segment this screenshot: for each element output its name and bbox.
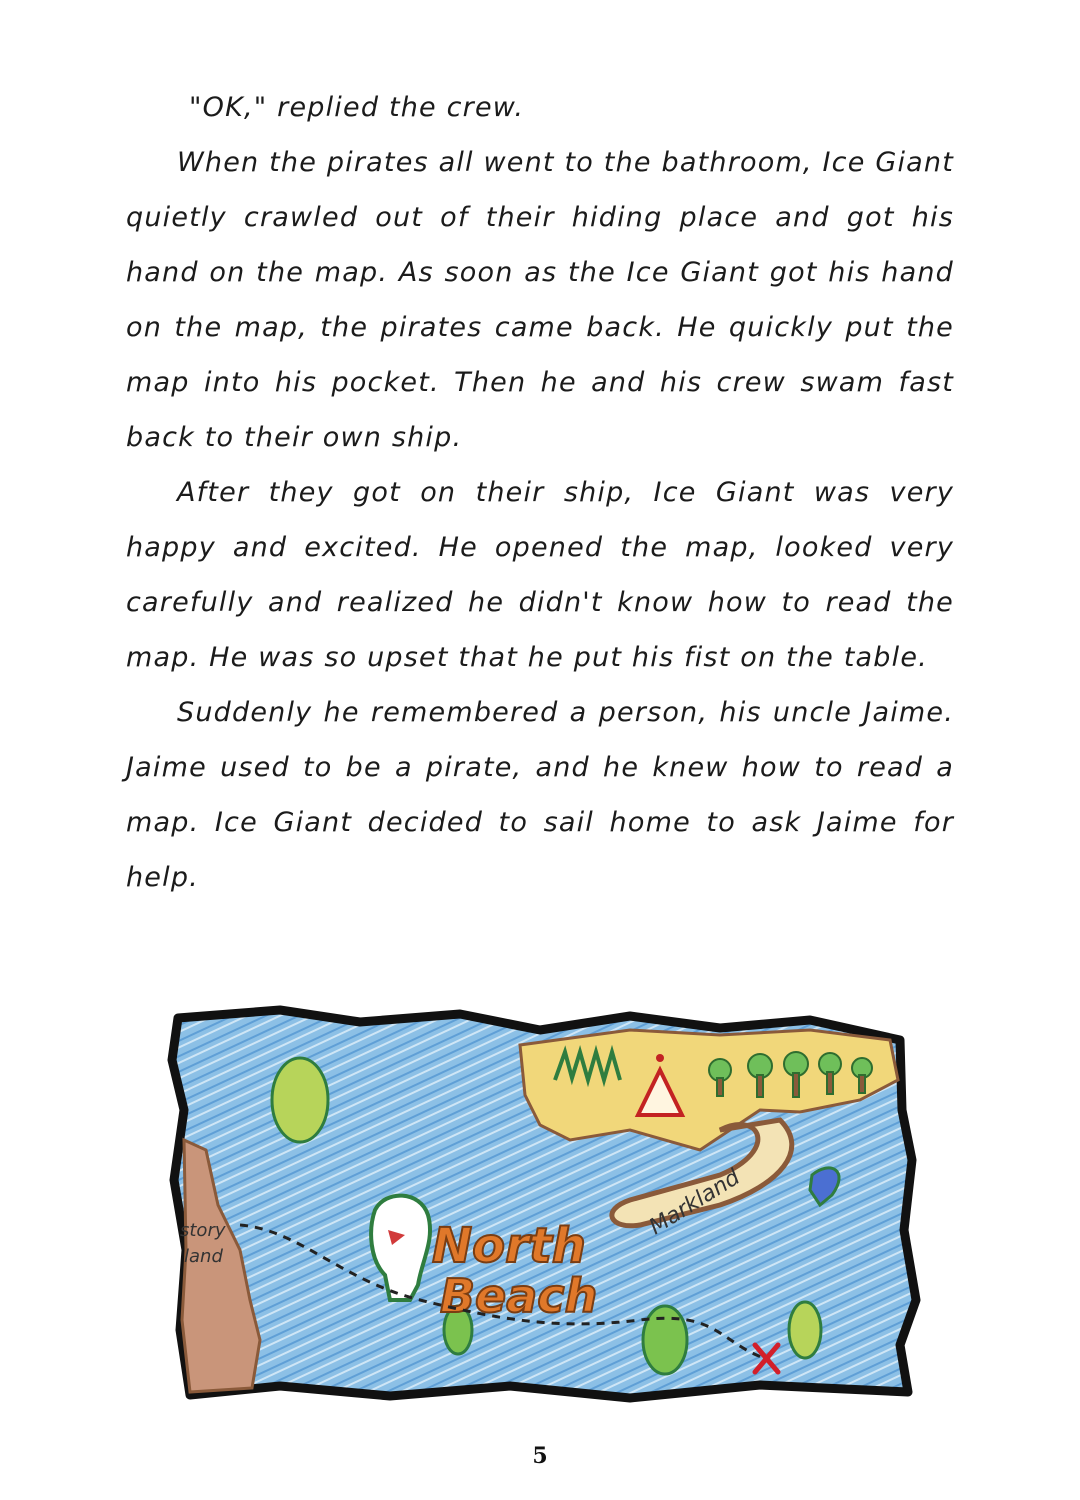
- markland-label: Markland: [645, 1165, 745, 1241]
- paragraph: After they got on their ship, Ice Giant was very happy and excited. He opened the map, looked very carefully and realized he didn't know how to read the map. He was so upset that he put his fist on the table.: [126, 477, 954, 673]
- island-bottom-middle: [643, 1306, 687, 1374]
- beach-label: Beach: [440, 1269, 598, 1323]
- paragraph: "OK," replied the crew.: [189, 92, 525, 123]
- story-text: [126, 80, 954, 905]
- north-label: North: [432, 1218, 586, 1274]
- paragraph: When the pirates all went to the bathroom, Ice Giant quietly crawled out of their hiding place and got his hand on the map. As soon as the Ice Giant got his hand on the map, the pirates came back. He quickly put the map into his pocket. Then he and his crew swam fast back to their own ship.: [126, 147, 954, 453]
- story-land-label-1: story: [180, 1220, 226, 1241]
- paragraph: Suddenly he remembered a person, his uncle Jaime. Jaime used to be a pirate, and he knew how to read a map. Ice Giant decided to sail home to ask Jaime for help.: [126, 697, 954, 893]
- story-land-label-2: land: [184, 1246, 223, 1267]
- treasure-map-illustration: [160, 1000, 930, 1410]
- treasure-map-drawing: [160, 1000, 930, 1410]
- island-bottom-right: [789, 1302, 821, 1358]
- page-number: 5: [532, 1443, 548, 1469]
- island-top-left: [272, 1058, 328, 1142]
